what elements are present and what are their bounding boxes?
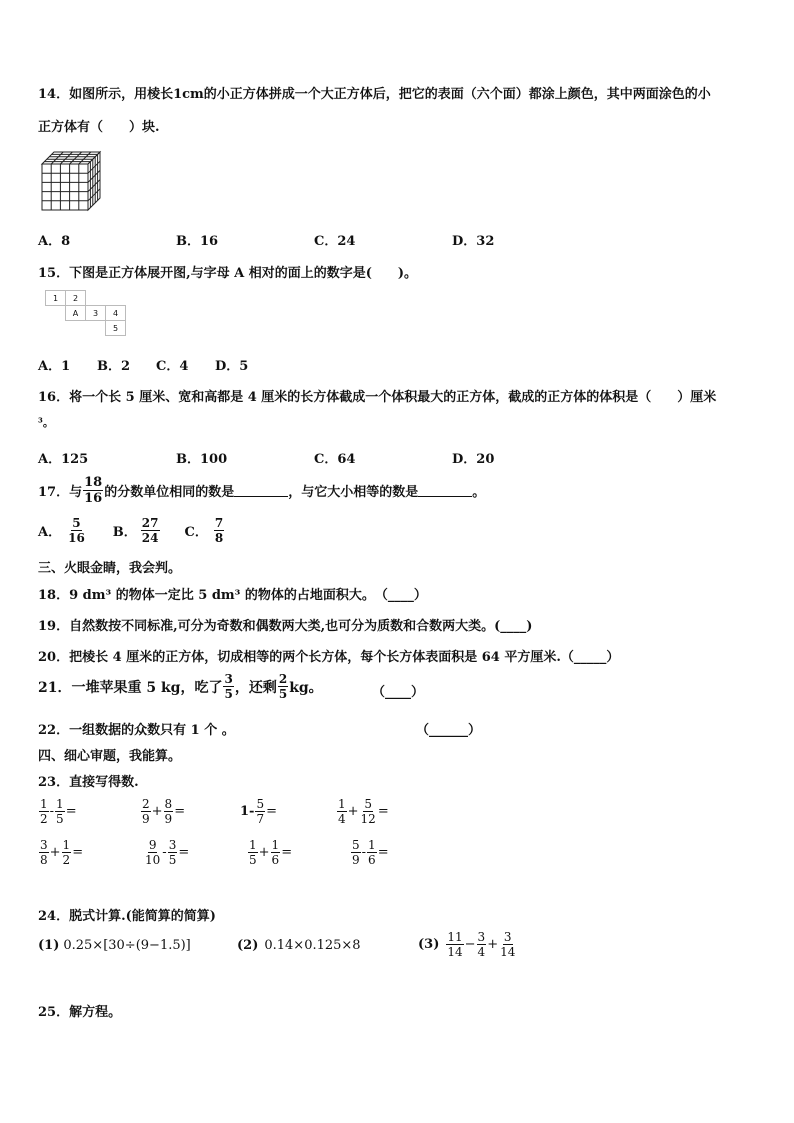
den: 5 xyxy=(249,853,257,867)
q23-item-8 xyxy=(350,839,389,866)
q17-option-b-label: B． xyxy=(112,525,137,540)
q23-item-3 xyxy=(240,798,277,825)
q21-frac-1-den: 5 xyxy=(224,687,233,701)
equals: = xyxy=(266,804,277,819)
operator: - xyxy=(361,845,367,860)
q16-option-c: C．64 xyxy=(314,452,356,467)
q22-blank[interactable]: （______） xyxy=(416,723,482,738)
q18-text: 18．9 dm³ 的物体一定比 5 dm³ 的物体的占地面积大。 （____） xyxy=(38,588,427,603)
num: 9 xyxy=(148,838,157,852)
equals: = xyxy=(174,804,186,819)
q17-option-c-num: 7 xyxy=(214,516,224,530)
prefix: 1- xyxy=(240,804,255,819)
equals: = xyxy=(65,804,77,819)
frac xyxy=(337,798,347,825)
den: 14 xyxy=(447,945,463,959)
operator: + xyxy=(49,845,61,860)
net-cell-2: 2 xyxy=(66,291,86,306)
q23-title: 23．直接写得数. xyxy=(38,775,139,790)
den: 4 xyxy=(477,945,486,959)
q23-item-1 xyxy=(38,798,77,825)
den: 2 xyxy=(62,853,71,867)
q17-mid2: ，与它大小相等的数是 xyxy=(288,485,419,500)
frac xyxy=(499,931,516,958)
q24-title: 24．脱式计算.(能简算的简算) xyxy=(38,909,216,924)
cube-net xyxy=(45,290,126,336)
frac xyxy=(360,798,377,825)
q16-option-b: B．100 xyxy=(176,452,228,467)
q14-option-d: D．32 xyxy=(452,234,495,249)
q23-item-6 xyxy=(143,839,189,866)
frac xyxy=(351,839,361,866)
q15-text: 15．下图是正方体展开图,与字母 A 相对的面上的数字是( )。 xyxy=(38,266,418,281)
q17-option-c-den: 8 xyxy=(214,531,224,545)
net-cell-1: 1 xyxy=(46,291,66,306)
den: 6 xyxy=(271,853,280,867)
q17-mid: 的分数单位相同的数是 xyxy=(104,485,235,500)
frac xyxy=(248,839,258,866)
q24-part-1-expression: 0.25×[30÷(9−1.5)] xyxy=(63,938,191,953)
frac xyxy=(168,839,178,866)
den: 8 xyxy=(40,853,48,867)
num: 11 xyxy=(447,930,463,944)
den: 2 xyxy=(40,812,48,826)
den: 9 xyxy=(142,812,150,826)
q23-item-2 xyxy=(140,798,185,825)
cube-figure xyxy=(40,150,104,216)
frac xyxy=(141,798,151,825)
frac xyxy=(62,839,72,866)
q21-frac-2-den: 5 xyxy=(278,687,288,701)
num: 3 xyxy=(477,930,486,944)
equals: = xyxy=(72,845,84,860)
num: 8 xyxy=(164,797,173,811)
frac xyxy=(271,839,281,866)
q16-line2: ³。 xyxy=(38,416,54,429)
frac xyxy=(55,798,65,825)
q15-option-d: D．5 xyxy=(215,359,249,374)
q24-part-3 xyxy=(418,931,517,958)
frac xyxy=(477,931,487,958)
q15-option-b: B．2 xyxy=(97,359,131,374)
q17-option-b-frac xyxy=(141,517,160,544)
q16-option-d: D．20 xyxy=(452,452,495,467)
den: 5 xyxy=(56,812,64,826)
operator: + xyxy=(258,845,270,860)
net-cell-3: 3 xyxy=(86,306,106,321)
operator: + xyxy=(347,804,359,819)
q17-text xyxy=(38,476,485,505)
q16-line1: 16．将一个长 5 厘米、宽和高都是 4 厘米的长方体截成一个体积最大的正方体，截成的正方体的体积是（ ）厘米 xyxy=(38,390,717,405)
q21-frac-2-num: 2 xyxy=(278,672,288,686)
num: 2 xyxy=(142,797,150,811)
q23-item-7 xyxy=(247,839,292,866)
num: 1 xyxy=(338,797,346,811)
q19-text: 19．自然数按不同标准,可分为奇数和偶数两大类,也可分为质数和合数两大类。(____) xyxy=(38,619,533,634)
equals: = xyxy=(281,845,293,860)
frac xyxy=(255,798,265,825)
frac xyxy=(144,839,161,866)
num: 3 xyxy=(503,930,512,944)
equals: = xyxy=(377,804,389,819)
q14-line1: 14．如图所示，用棱长1cm的小正方体拼成一个大正方体后，把它的表面（六个面）都涂上颜色，其中两面涂色的小 xyxy=(38,87,711,102)
den: 4 xyxy=(338,812,346,826)
num: 5 xyxy=(364,797,372,811)
q17-option-b-den: 24 xyxy=(141,531,159,545)
q17-option-a-den: 16 xyxy=(68,531,85,545)
q17-option-c-frac xyxy=(214,517,224,544)
section-4-heading: 四、细心审题，我能算。 xyxy=(38,749,182,764)
q22-text: 22．一组数据的众数只有 1 个 。 xyxy=(38,723,235,738)
q21-frac-1-num: 3 xyxy=(224,672,233,686)
q14-option-c: C．24 xyxy=(314,234,356,249)
num: 1 xyxy=(249,838,257,852)
q24-part-2-label: (2) xyxy=(237,938,259,953)
q15-option-c: C．4 xyxy=(156,359,189,374)
den: 7 xyxy=(256,812,265,826)
net-cell-a: A xyxy=(66,306,86,321)
den: 9 xyxy=(352,853,360,867)
q17-blank-2[interactable] xyxy=(418,484,472,497)
q21-frac-2 xyxy=(278,673,288,700)
net-cell-5: 5 xyxy=(106,321,126,336)
q23-item-4 xyxy=(336,798,389,825)
q17-option-a-num: 5 xyxy=(72,516,81,530)
q17-frac-den: 16 xyxy=(84,491,103,506)
q17-option-a-label: A． xyxy=(38,525,62,540)
den: 14 xyxy=(500,945,516,959)
q21-part-a: 21．一堆苹果重 5 kg，吃了 xyxy=(38,679,223,696)
q24-part-2 xyxy=(237,938,361,953)
q17-option-a-frac xyxy=(67,517,86,544)
num: 1 xyxy=(368,838,376,852)
num: 3 xyxy=(40,838,48,852)
q17-option-c-label: C． xyxy=(184,525,208,540)
q21-part-c: kg。 xyxy=(289,679,323,696)
q23-item-5 xyxy=(38,839,83,866)
num: 1 xyxy=(62,838,71,852)
q24-part-1 xyxy=(38,938,191,953)
q14-option-a: A．8 xyxy=(38,234,71,249)
q17-options xyxy=(38,517,225,544)
q14-line2: 正方体有（ ）块. xyxy=(38,120,160,135)
den: 5 xyxy=(168,853,177,867)
q16-option-a: A．125 xyxy=(38,452,89,467)
num: 3 xyxy=(168,838,177,852)
q20-text: 20．把棱长 4 厘米的正方体，切成相等的两个长方体，每个长方体表面积是 64 平方厘米.（_____） xyxy=(38,650,620,665)
equals: = xyxy=(377,845,389,860)
q21-frac-1 xyxy=(223,673,233,700)
q17-fraction xyxy=(83,476,103,505)
operator: + xyxy=(151,804,163,819)
operator: + xyxy=(487,937,499,952)
frac xyxy=(367,839,377,866)
q17-option-b-num: 27 xyxy=(141,516,159,530)
equals: = xyxy=(178,845,190,860)
den: 12 xyxy=(360,812,376,826)
den: 10 xyxy=(145,853,161,867)
q17-end: 。 xyxy=(472,485,486,500)
q24-part-2-expression: 0.14×0.125×8 xyxy=(264,938,361,953)
frac xyxy=(39,798,49,825)
q24-part-3-label: (3) xyxy=(418,937,440,952)
operator: - xyxy=(162,845,167,860)
den: 9 xyxy=(164,812,173,826)
q21-text xyxy=(38,673,323,700)
section-3-heading: 三、火眼金睛，我会判。 xyxy=(38,561,182,576)
num: 5 xyxy=(256,797,265,811)
frac xyxy=(164,798,174,825)
q17-blank-1[interactable] xyxy=(234,484,288,497)
q21-part-b: ，还剩 xyxy=(234,679,277,696)
den: 6 xyxy=(368,853,376,867)
frac xyxy=(39,839,49,866)
net-cell-4: 4 xyxy=(106,306,126,321)
q17-frac-num: 18 xyxy=(84,475,103,490)
q25-text: 25．解方程。 xyxy=(38,1005,122,1020)
q14-option-b: B．16 xyxy=(176,234,219,249)
operator: − xyxy=(464,937,476,952)
q15-option-a: A．1 xyxy=(38,359,71,374)
operator: - xyxy=(49,804,55,819)
num: 5 xyxy=(352,838,360,852)
num: 1 xyxy=(271,838,280,852)
frac xyxy=(446,931,463,958)
num: 1 xyxy=(40,797,48,811)
q17-prefix: 17．与 xyxy=(38,485,83,500)
q21-blank[interactable]: （____） xyxy=(372,685,425,700)
q24-part-1-label: (1) xyxy=(38,938,60,953)
num: 1 xyxy=(56,797,64,811)
